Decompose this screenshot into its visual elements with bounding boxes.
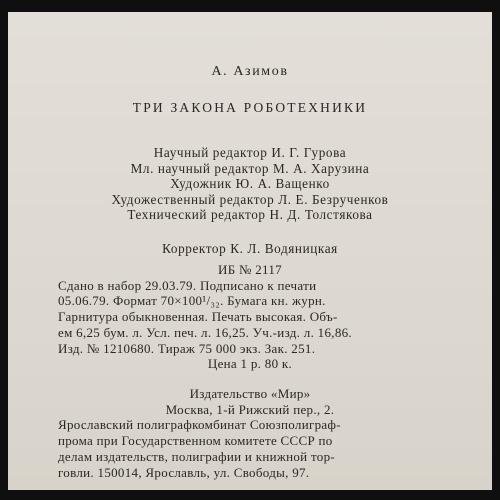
printer-line: прома при Государственном комитете СССР по [58, 433, 333, 449]
imprint-line: Сдано в набор 29.03.79. Подписано к печати [58, 277, 317, 293]
printer-line: делам издательств, полиграфии и книжной тор- [58, 448, 336, 464]
publisher-block [8, 386, 492, 480]
credits-block [8, 145, 492, 223]
credit-line: Художественный редактор Л. Е. Безрученков [111, 191, 389, 207]
publisher-name: Издательство «Мир» [189, 386, 311, 401]
printer-line: говли. 150014, Ярославль, ул. Свободы, 97. [58, 464, 310, 480]
imprint-line: Изд. № 1210680. Тираж 75 000 экз. Зак. 251. [58, 340, 316, 356]
credit-line: Мл. научный редактор М. А. Харузина [130, 160, 370, 176]
publisher-address: Москва, 1-й Рижский пер., 2. [165, 401, 335, 417]
book-page [8, 12, 492, 490]
credit-line: Художник Ю. А. Ващенко [170, 176, 330, 192]
imprint-line: Гарнитура обыкновенная. Печать высокая. Объ- [58, 309, 338, 325]
imprint-block [8, 262, 492, 372]
price-line: Цена 1 р. 80 к. [207, 356, 293, 372]
credit-line: Научный редактор И. Г. Гурова [153, 145, 347, 160]
ib-number: ИБ № 2117 [218, 262, 282, 277]
corrector-line: Корректор К. Л. Водяницкая [162, 241, 338, 256]
author-name: А. Азимов [211, 64, 289, 79]
book-title: ТРИ ЗАКОНА РОБОТЕХНИКИ [132, 100, 368, 115]
imprint-line: ем 6,25 бум. л. Усл. печ. л. 16,25. Уч.-изд. л. 16,86. [58, 324, 352, 340]
credit-line: Технический редактор Н. Д. Толстякова [127, 207, 373, 223]
printer-line: Ярославский полиграфкомбинат Союзполиграф- [58, 417, 341, 433]
imprint-line: 05.06.79. Формат 70×100¹/₃₂. Бумага кн. журн. [58, 293, 326, 309]
